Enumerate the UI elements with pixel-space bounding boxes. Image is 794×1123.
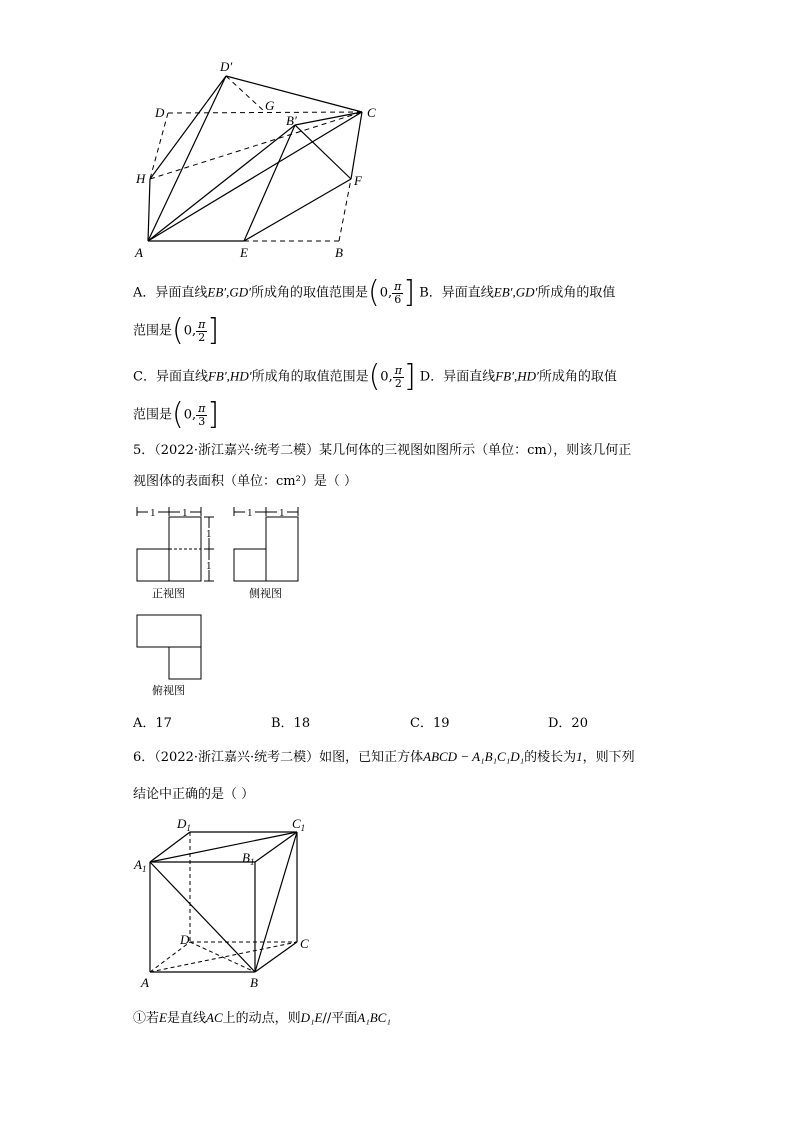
label-C: C xyxy=(367,105,376,120)
figure-folded-rectangle xyxy=(130,55,390,265)
top-view-label: 俯视图 xyxy=(152,685,185,697)
q5-stem-line1: 5．（2022·浙江嘉兴·统考二模）某几何体的三视图如图所示（单位：cm），则该几何正 xyxy=(133,443,632,458)
cube-label-D1: $D_1$ xyxy=(177,816,191,833)
q4-option-ab-line: A．异面直线EB′,GD′所成角的取值范围是(0, $\frac{\pi}{6}$ ] B．异面直线EB′,GD′所成角的取值 xyxy=(133,275,616,310)
fraction-pi-3: $\frac{\pi}{3}$ xyxy=(198,401,206,428)
label-B-prime: B′ xyxy=(286,113,297,128)
figure-three-views xyxy=(130,502,320,702)
q6-stem-line2: 结论中正确的是（ ） xyxy=(133,787,255,802)
dim-front-2: 1 xyxy=(182,507,188,519)
figure-cube xyxy=(130,812,330,992)
cube-label-C1: $C_1$ xyxy=(292,816,306,833)
fraction-pi-2: $\frac{\pi}{2}$ xyxy=(198,317,206,344)
q6-statement-1: ①若E是直线AC上的动点，则D₁E//平面A₁BC₁ xyxy=(133,1010,391,1026)
dim-front-1: 1 xyxy=(150,507,156,519)
dim-front-3: 1 xyxy=(206,528,212,540)
label-D: D xyxy=(155,105,165,120)
label-D-prime: D′ xyxy=(220,59,233,74)
label-A: A xyxy=(135,245,143,260)
q5-stem-line2: 视图体的表面积（单位：cm²）是（ ） xyxy=(133,474,357,489)
q5-option-d[interactable]: D．20 xyxy=(548,716,588,731)
label-H: H xyxy=(136,171,146,186)
q4-option-d-cont: 范围是(0, $\frac{\pi}{3}$ ] xyxy=(133,397,220,432)
side-view-label: 侧视图 xyxy=(249,588,282,600)
cube-label-D: D xyxy=(180,932,190,947)
cube-label-B1: $B_1$ xyxy=(242,850,255,867)
label-E: E xyxy=(240,245,248,260)
q5-option-b[interactable]: B．18 xyxy=(271,716,311,731)
fraction-pi-6: $\frac{\pi}{6}$ xyxy=(394,279,402,306)
front-view-label: 正视图 xyxy=(152,588,185,600)
q5-option-c[interactable]: C．19 xyxy=(410,716,450,731)
dim-side-1: 1 xyxy=(247,507,253,519)
q5-option-a[interactable]: A．17 xyxy=(133,716,172,731)
q6-stem-line1: 6．（2022·浙江嘉兴·统考二模）如图，已知正方体ABCD − A₁B₁C₁D₁的棱长为1，则下列 xyxy=(133,749,635,765)
q4-option-cd-line: C．异面直线FB′,HD′所成角的取值范围是(0, $\frac{\pi}{2}$ ] D．异面直线FB′,HD′所成角的取值 xyxy=(133,359,617,394)
dim-front-4: 1 xyxy=(206,560,212,572)
label-F: F xyxy=(354,173,362,188)
label-B: B xyxy=(335,245,343,260)
cube-label-C: C xyxy=(300,936,309,951)
label-G: G xyxy=(265,98,275,113)
q4-option-b-cont: 范围是(0, $\frac{\pi}{2}$ ] xyxy=(133,313,220,348)
cube-label-A1: $A_1$ xyxy=(134,857,147,874)
dim-side-2: 1 xyxy=(279,507,285,519)
cube-label-B: B xyxy=(250,975,258,990)
fraction-pi-2: $\frac{\pi}{2}$ xyxy=(394,363,402,390)
cube-label-A: A xyxy=(141,975,149,990)
